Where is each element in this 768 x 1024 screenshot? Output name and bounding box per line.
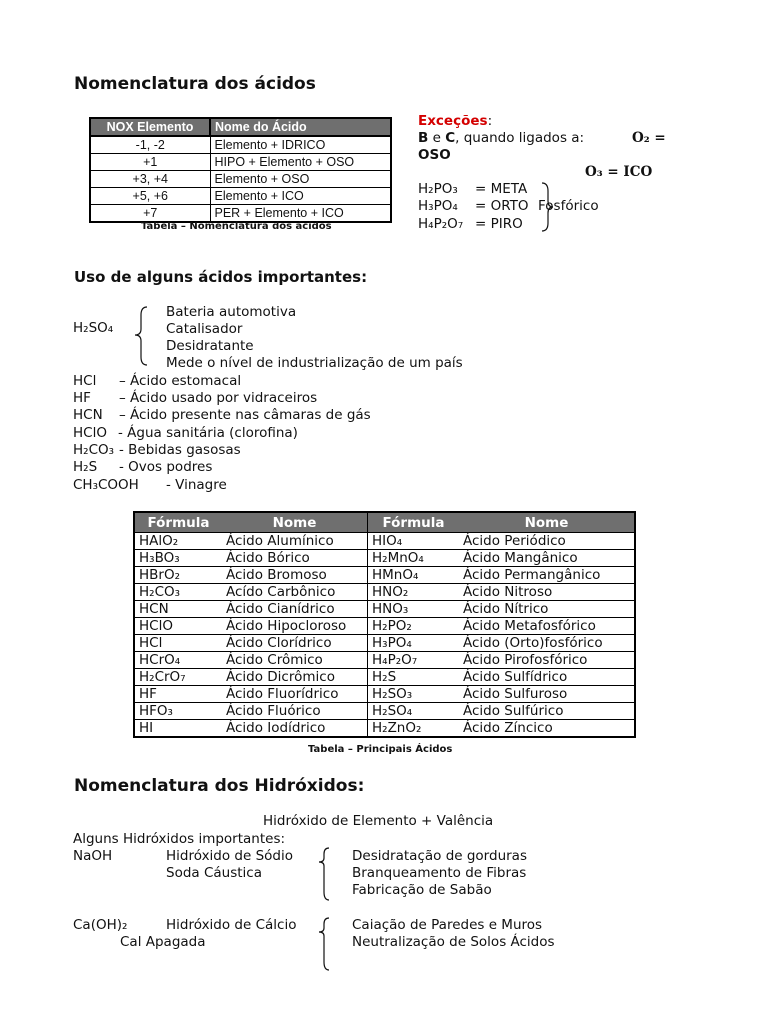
table-row bbox=[90, 154, 391, 171]
table-row bbox=[90, 136, 391, 154]
table-row bbox=[134, 618, 635, 635]
name-cell: Ácido Crômico bbox=[222, 652, 368, 669]
formula-cell: H₂CO₃ bbox=[134, 584, 222, 601]
table-row bbox=[134, 550, 635, 567]
acids-table bbox=[133, 511, 636, 738]
caoh-name: Hidróxido de Cálcio bbox=[166, 917, 297, 933]
nox-cell: +5, +6 bbox=[90, 188, 210, 205]
formula-cell: HF bbox=[134, 686, 222, 703]
uso-formula: CH₃COOH bbox=[73, 477, 139, 493]
nox-cell: Elemento + OSO bbox=[210, 171, 391, 188]
o2-equals: O₂ = bbox=[632, 130, 666, 146]
name-cell: Ácido Mangânico bbox=[459, 550, 635, 567]
excecoes-colon: : bbox=[487, 113, 493, 129]
o3-ico: O₃ = ICO bbox=[585, 164, 653, 180]
element-c: C bbox=[445, 130, 456, 146]
header-formula: Fórmula bbox=[368, 512, 460, 533]
hidroxidos-rule: Hidróxido de Elemento + Valência bbox=[263, 813, 494, 829]
table-row bbox=[134, 567, 635, 584]
left-brace-icon bbox=[316, 846, 332, 902]
name-cell: Ácido Periódico bbox=[459, 533, 635, 550]
nox-cell: +7 bbox=[90, 205, 210, 223]
formula-cell: HNO₃ bbox=[368, 601, 460, 618]
formula-cell: HFO₃ bbox=[134, 703, 222, 720]
hidroxidos-heading: Nomenclatura dos Hidróxidos: bbox=[74, 776, 365, 796]
caoh-use: Neutralização de Solos Ácidos bbox=[352, 934, 555, 950]
formula-cell: HAlO₂ bbox=[134, 533, 222, 550]
uso-text: - Ovos podres bbox=[119, 459, 213, 475]
caoh-formula: Ca(OH)₂ bbox=[73, 917, 128, 933]
fosforico-text: Fosfórico bbox=[538, 198, 599, 214]
table-row bbox=[134, 703, 635, 720]
meta-formula: H₂PO₃ bbox=[418, 181, 458, 197]
nox-table bbox=[89, 117, 392, 223]
name-cell: Ácido Sulfídrico bbox=[459, 669, 635, 686]
page-title: Nomenclatura dos ácidos bbox=[74, 74, 316, 94]
formula-cell: H₂CrO₇ bbox=[134, 669, 222, 686]
table-row bbox=[134, 601, 635, 618]
name-cell: Ácido Bromoso bbox=[222, 567, 368, 584]
table-row bbox=[90, 188, 391, 205]
formula-cell: HIO₄ bbox=[368, 533, 460, 550]
formula-cell: H₂S bbox=[368, 669, 460, 686]
piro-text: = PIRO bbox=[475, 216, 523, 232]
excecoes-label: Exceções bbox=[418, 113, 488, 129]
name-cell: Ácido Nítrico bbox=[459, 601, 635, 618]
uso-formula: HCN bbox=[73, 407, 103, 423]
uso-text: - Água sanitária (clorofina) bbox=[118, 425, 298, 441]
nox-cell: Elemento + ICO bbox=[210, 188, 391, 205]
naoh-use: Fabricação de Sabão bbox=[352, 882, 492, 898]
h2so4-use: Bateria automotiva bbox=[166, 304, 297, 320]
acids-table-header bbox=[134, 512, 635, 533]
orto-text: = ORTO bbox=[475, 198, 529, 214]
table-row bbox=[134, 533, 635, 550]
nox-cell: HIPO + Elemento + OSO bbox=[210, 154, 391, 171]
header-nome: Nome bbox=[222, 512, 368, 533]
uso-formula: H₂CO₃ bbox=[73, 442, 115, 458]
excecoes-line1-rest: , quando ligados a: bbox=[455, 130, 585, 146]
h2so4-use: Desidratante bbox=[166, 338, 254, 354]
acids-table-caption: Tabela – Principais Ácidos bbox=[308, 744, 453, 755]
name-cell: Ácido Nitroso bbox=[459, 584, 635, 601]
meta-text: = META bbox=[475, 181, 528, 197]
nox-table-header bbox=[90, 118, 391, 136]
name-cell: Ácido Sulfúrico bbox=[459, 703, 635, 720]
formula-cell: H₂MnO₄ bbox=[368, 550, 460, 567]
nox-header-nome: Nome do Ácido bbox=[210, 118, 391, 136]
name-cell: Ácido Iodídrico bbox=[222, 720, 368, 738]
table-row bbox=[90, 205, 391, 223]
table-row bbox=[134, 686, 635, 703]
formula-cell: HNO₂ bbox=[368, 584, 460, 601]
formula-cell: H₃BO₃ bbox=[134, 550, 222, 567]
naoh-use: Branqueamento de Fibras bbox=[352, 865, 527, 881]
acids-table-body bbox=[134, 533, 635, 738]
caoh-common: Cal Apagada bbox=[120, 934, 206, 950]
uso-text: – Ácido estomacal bbox=[119, 373, 242, 389]
nox-cell: PER + Elemento + ICO bbox=[210, 205, 391, 223]
formula-cell: HI bbox=[134, 720, 222, 738]
name-cell: Ácido Hipocloroso bbox=[222, 618, 368, 635]
conj-e: e bbox=[428, 130, 446, 146]
nox-cell: Elemento + IDRICO bbox=[210, 136, 391, 154]
oso-text: OSO bbox=[418, 147, 451, 163]
h2so4-use: Catalisador bbox=[166, 321, 243, 337]
formula-cell: H₃PO₄ bbox=[368, 635, 460, 652]
table-row bbox=[134, 669, 635, 686]
name-cell: Ácido Metafosfórico bbox=[459, 618, 635, 635]
uso-text: - Bebidas gasosas bbox=[119, 442, 241, 458]
nox-cell: +1 bbox=[90, 154, 210, 171]
name-cell: Ácido Fluórico bbox=[222, 703, 368, 720]
table-row bbox=[90, 171, 391, 188]
nox-header-elemento: NOX Elemento bbox=[90, 118, 210, 136]
formula-cell: HBrO₂ bbox=[134, 567, 222, 584]
piro-formula: H₄P₂O₇ bbox=[418, 216, 464, 232]
uso-formula: H₂S bbox=[73, 459, 98, 475]
table-row bbox=[134, 652, 635, 669]
name-cell: Ácido Cianídrico bbox=[222, 601, 368, 618]
hidroxidos-intro: Alguns Hidróxidos importantes: bbox=[73, 831, 286, 847]
table-row bbox=[134, 635, 635, 652]
name-cell: Ácido Dicrômico bbox=[222, 669, 368, 686]
header-nome: Nome bbox=[459, 512, 635, 533]
formula-cell: H₂SO₃ bbox=[368, 686, 460, 703]
uso-text: – Ácido usado por vidraceiros bbox=[119, 390, 318, 406]
uso-text: - Vinagre bbox=[166, 477, 227, 493]
naoh-formula: NaOH bbox=[73, 848, 113, 864]
name-cell: Ácido Alumínico bbox=[222, 533, 368, 550]
caoh-use: Caiação de Paredes e Muros bbox=[352, 917, 543, 933]
uso-formula: HF bbox=[73, 390, 91, 406]
formula-cell: H₄P₂O₇ bbox=[368, 652, 460, 669]
name-cell: Ácido Sulfuroso bbox=[459, 686, 635, 703]
name-cell: Ácido Pirofosfórico bbox=[459, 652, 635, 669]
uso-heading: Uso de alguns ácidos importantes: bbox=[74, 268, 368, 286]
uso-formula: HCl bbox=[73, 373, 97, 389]
nox-table-caption: Tabela – Nomenclatura dos ácidos bbox=[141, 221, 332, 232]
header-formula: Fórmula bbox=[134, 512, 222, 533]
uso-formula: HClO bbox=[73, 425, 107, 441]
orto-formula: H₃PO₄ bbox=[418, 198, 458, 214]
left-brace-icon bbox=[132, 305, 150, 367]
naoh-name: Hidróxido de Sódio bbox=[166, 848, 294, 864]
formula-cell: HCrO₄ bbox=[134, 652, 222, 669]
h2so4-formula: H₂SO₄ bbox=[73, 320, 114, 336]
name-cell: Ácido Zíncico bbox=[459, 720, 635, 738]
name-cell: Ácido (Orto)fosfórico bbox=[459, 635, 635, 652]
formula-cell: H₂PO₂ bbox=[368, 618, 460, 635]
uso-text: – Ácido presente nas câmaras de gás bbox=[119, 407, 371, 423]
nox-cell: +3, +4 bbox=[90, 171, 210, 188]
formula-cell: HMnO₄ bbox=[368, 567, 460, 584]
element-b: B bbox=[418, 130, 429, 146]
naoh-common: Soda Cáustica bbox=[166, 865, 262, 881]
excecoes-line1 bbox=[418, 130, 584, 147]
formula-cell: HCN bbox=[134, 601, 222, 618]
name-cell: Acído Carbônico bbox=[222, 584, 368, 601]
name-cell: Ácido Bórico bbox=[222, 550, 368, 567]
naoh-use: Desidratação de gorduras bbox=[352, 848, 527, 864]
formula-cell: HCl bbox=[134, 635, 222, 652]
name-cell: Ácido Permangânico bbox=[459, 567, 635, 584]
table-row bbox=[134, 584, 635, 601]
nox-cell: -1, -2 bbox=[90, 136, 210, 154]
formula-cell: HClO bbox=[134, 618, 222, 635]
name-cell: Ácido Fluorídrico bbox=[222, 686, 368, 703]
table-row bbox=[134, 720, 635, 738]
name-cell: Ácido Clorídrico bbox=[222, 635, 368, 652]
h2so4-use: Mede o nível de industrialização de um país bbox=[166, 355, 463, 371]
formula-cell: H₂ZnO₂ bbox=[368, 720, 460, 738]
formula-cell: H₂SO₄ bbox=[368, 703, 460, 720]
left-brace-icon bbox=[316, 916, 332, 972]
excecoes-label-line bbox=[418, 113, 492, 130]
